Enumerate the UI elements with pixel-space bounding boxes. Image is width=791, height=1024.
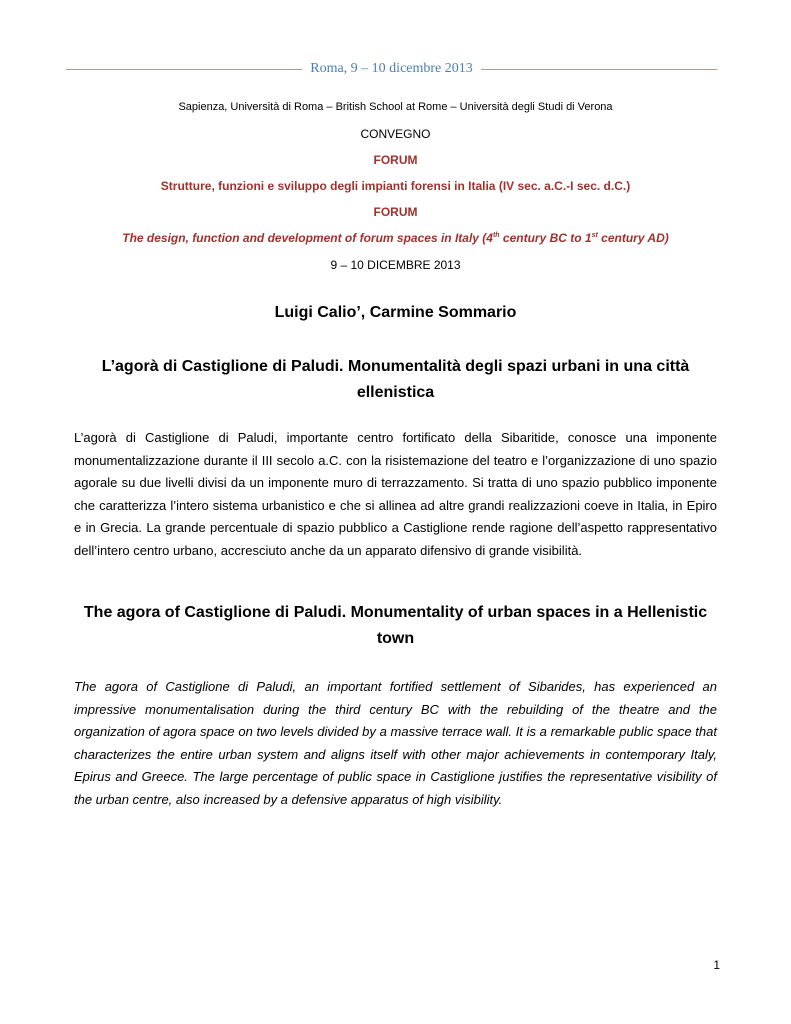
forum-label-it: FORUM <box>373 153 418 167</box>
affiliation: Sapienza, Università di Roma – British School at Rome – Università degli Studi di Verona <box>178 101 613 113</box>
forum-label-en: FORUM <box>373 205 418 219</box>
page-header <box>66 58 717 80</box>
authors: Luigi Calio’, Carmine Sommario <box>274 304 517 321</box>
title-english: The agora of Castiglione di Paludi. Monumentality of urban spaces in a Hellenistic town <box>83 604 708 647</box>
forum-subtitle-en: The design, function and development of forum spaces in Italy (4th century BC to 1st century AD) <box>122 231 669 245</box>
abstract-english: The agora of Castiglione di Paludi, an important fortified settlement of Sibarides, has experienced an impressive monumentalisation during the third century BC with the rebuilding of the theatre and the organization of agora space on two levels divided by a massive terrace wall. It is a remarkable public space that characterizes the entire urban system and aligns itself with other major achievements in contemporary Italy, Epirus and Greece. The large percentage of public space in Castiglione justifies the representative visibility of the urban centre, also increased by a defensive apparatus of high visibility. <box>74 679 717 807</box>
convegno-label: CONVEGNO <box>360 127 431 141</box>
forum-subtitle-it: Strutture, funzioni e sviluppo degli impianti forensi in Italia (IV sec. a.C.-I sec. d.C.) <box>160 179 631 193</box>
header-title: Roma, 9 – 10 dicembre 2013 <box>310 61 473 76</box>
abstract-italian: L’agorà di Castiglione di Paludi, importante centro fortificato della Sibaritide, conosce una imponente monumentalizzazione durante il III secolo a.C. con la risistemazione del teatro e l’organizzazione di uno spazio agorale su due livelli divisi da un imponente muro di terrazzamento. Si tratta di uno spazio pubblico imponente che caratterizza l’intero sistema urbanistico e che si allinea ad altre grandi realizzazioni coeve in Italia, in Epiro e in Grecia. La grande percentuale di spazio pubblico a Castiglione rende ragione dell’aspetto rappresentativo dell’intero centro urbano, accresciuto anche da un apparato difensivo di grande visibilità. <box>74 430 717 558</box>
title-italian: L’agorà di Castiglione di Paludi. Monumentalità degli spazi urbani in una città ellenistica <box>101 358 690 401</box>
page-number: 1 <box>713 958 720 972</box>
header-rule-right <box>481 69 717 70</box>
header-rule-left <box>66 69 302 70</box>
conference-date: 9 – 10 DICEMBRE 2013 <box>330 258 461 272</box>
